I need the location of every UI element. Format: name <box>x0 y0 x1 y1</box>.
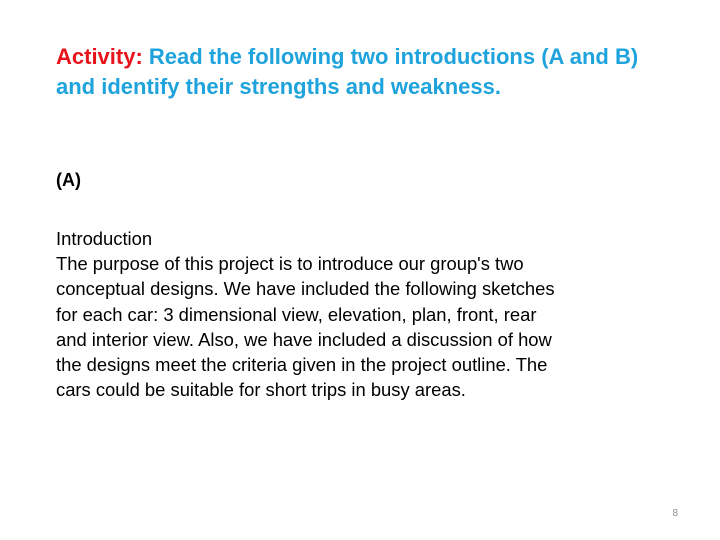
page-number: 8 <box>672 508 678 519</box>
body-line: The purpose of this project is to introduce our group's two <box>56 253 524 275</box>
activity-label: Activity: <box>56 44 143 69</box>
body-line: for each car: 3 dimensional view, elevation, plan, front, rear <box>56 303 537 325</box>
activity-instructions: Read the following two introductions (A and B) and identify their strengths and weakness. <box>56 44 639 99</box>
section-label-a: (A) <box>56 170 81 190</box>
body-line: and interior view. Also, we have included a discussion of how <box>56 328 552 350</box>
body-line: cars could be suitable for short trips in busy areas. <box>56 379 466 401</box>
body-line: conceptual designs. We have included the following sketches <box>56 278 555 300</box>
introduction-title: Introduction <box>56 228 153 249</box>
body-line: the designs meet the criteria given in the project outline. The <box>56 354 548 376</box>
introduction-text <box>56 226 666 402</box>
activity-heading <box>56 42 656 102</box>
